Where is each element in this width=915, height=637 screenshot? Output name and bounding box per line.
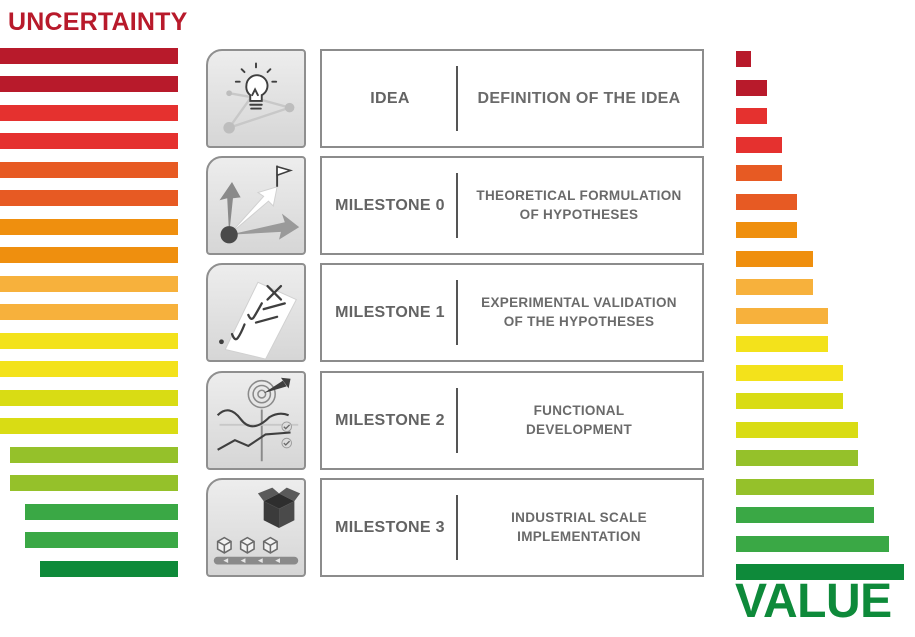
uncertainty-title: UNCERTAINTY <box>8 8 188 36</box>
stage-label: MILESTONE 0 <box>335 196 445 214</box>
divider <box>456 173 458 238</box>
uncertainty-bar <box>0 247 178 263</box>
uncertainty-bar <box>0 133 178 149</box>
uncertainty-bar <box>25 532 178 548</box>
uncertainty-bar <box>0 105 178 121</box>
stage-card-milestone-1 <box>320 263 704 362</box>
divider <box>456 280 458 345</box>
uncertainty-bar <box>0 48 178 64</box>
arrows-flag-icon <box>206 156 306 255</box>
lightbulb-network-icon <box>206 49 306 148</box>
stage-label: MILESTONE 2 <box>335 411 445 429</box>
divider <box>456 388 458 453</box>
value-bar <box>736 507 874 523</box>
value-title: VALUE <box>735 575 892 628</box>
value-bar <box>736 450 858 466</box>
stage-description: INDUSTRIAL SCALE IMPLEMENTATION <box>511 510 647 544</box>
uncertainty-bar <box>0 190 178 206</box>
stage-description: THEORETICAL FORMULATION OF HYPOTHESES <box>476 188 682 222</box>
stage-label: MILESTONE 1 <box>335 303 445 321</box>
uncertainty-bar <box>10 475 178 491</box>
value-bar <box>736 393 843 409</box>
value-bar <box>736 479 874 495</box>
target-graph-icon <box>206 371 306 470</box>
stage-description: EXPERIMENTAL VALIDATION OF THE HYPOTHESES <box>481 295 677 329</box>
uncertainty-bar <box>0 162 178 178</box>
value-bar <box>736 536 889 552</box>
value-bar <box>736 108 767 124</box>
stage-description: DEFINITION OF THE IDEA <box>477 89 681 107</box>
uncertainty-bar <box>10 447 178 463</box>
uncertainty-bar <box>0 361 178 377</box>
uncertainty-bar <box>0 333 178 349</box>
divider <box>456 495 458 560</box>
stage-card-idea <box>320 49 704 148</box>
uncertainty-bar <box>0 390 178 406</box>
value-bar <box>736 194 797 210</box>
value-bar <box>736 365 843 381</box>
divider <box>456 66 458 131</box>
value-bar <box>736 308 828 324</box>
uncertainty-bar <box>25 504 178 520</box>
value-bar <box>736 51 751 67</box>
value-bar <box>736 422 858 438</box>
stage-card-milestone-3 <box>320 478 704 577</box>
stage-label: MILESTONE 3 <box>335 518 445 536</box>
stage-card-milestone-2 <box>320 371 704 470</box>
stage-label: IDEA <box>370 89 410 107</box>
uncertainty-bar <box>0 276 178 292</box>
uncertainty-bar <box>0 219 178 235</box>
stage-card-milestone-0 <box>320 156 704 255</box>
value-bar <box>736 80 767 96</box>
value-bar <box>736 279 813 295</box>
value-bar <box>736 222 797 238</box>
uncertainty-bar <box>0 304 178 320</box>
conveyor-boxes-icon <box>206 478 306 577</box>
value-bar <box>736 251 813 267</box>
uncertainty-bar <box>40 561 178 577</box>
value-bar <box>736 137 782 153</box>
value-bar <box>736 165 782 181</box>
uncertainty-bar <box>0 418 178 434</box>
value-bar <box>736 336 828 352</box>
checklist-paper-icon <box>206 263 306 362</box>
uncertainty-bar <box>0 76 178 92</box>
stage-description: FUNCTIONAL DEVELOPMENT <box>525 403 633 437</box>
